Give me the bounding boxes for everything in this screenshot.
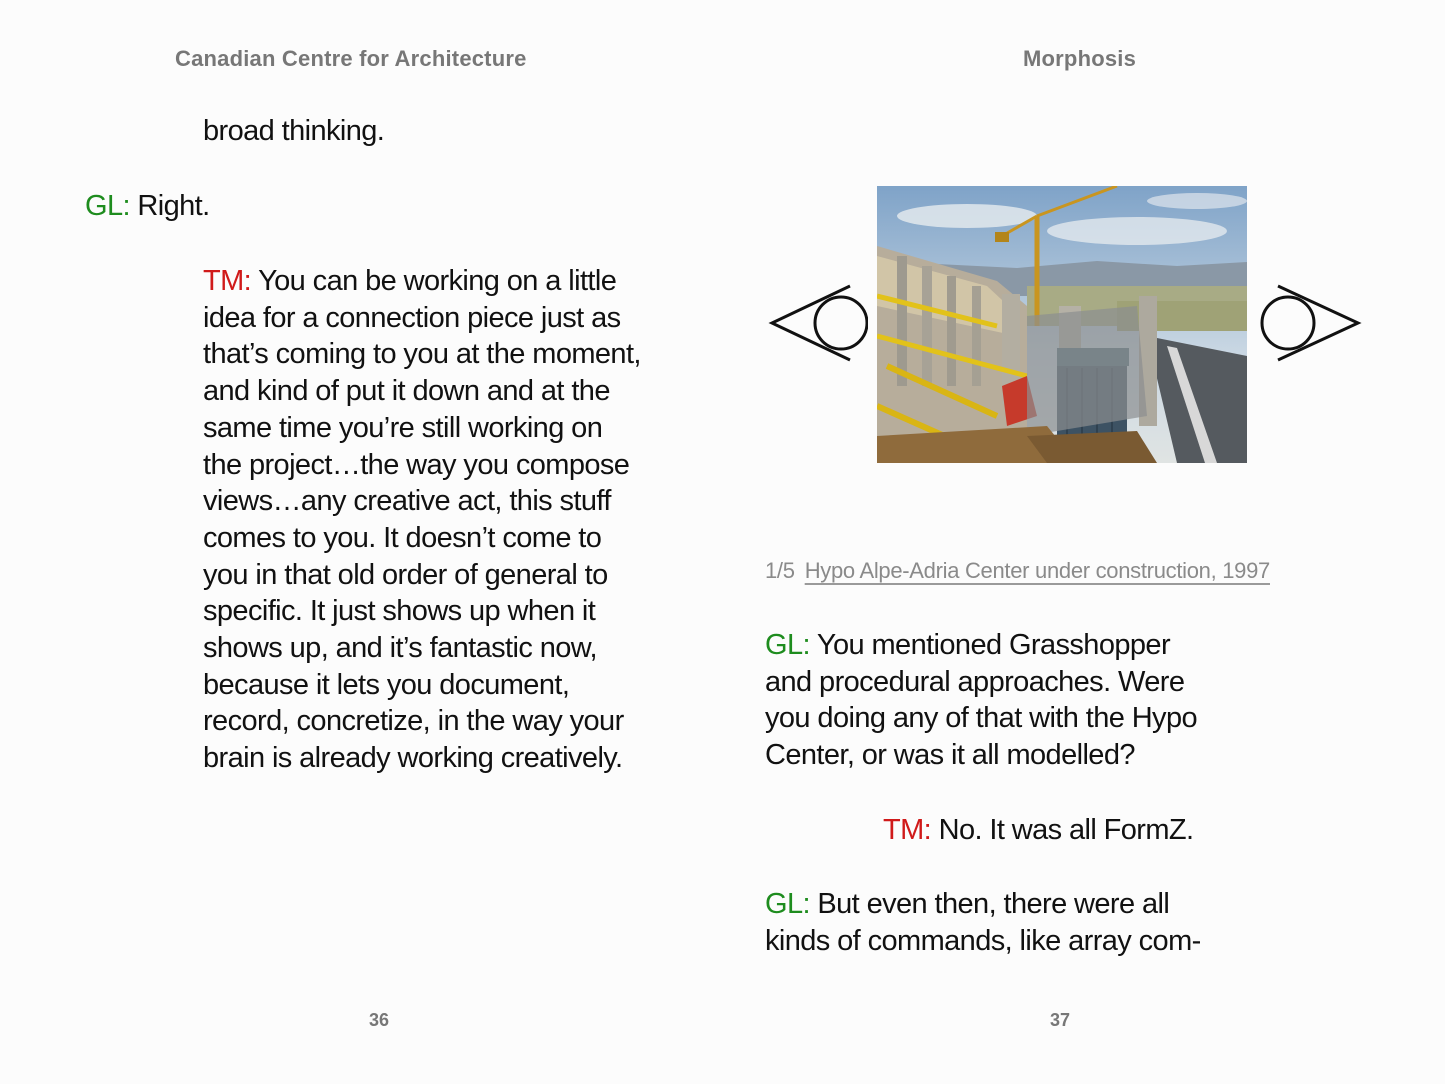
gl-line: kinds of commands, like array com-: [765, 924, 1201, 957]
gl-line: But even then, there were all: [809, 888, 1170, 920]
tm-speaker-label: TM:: [883, 814, 932, 846]
gl-line: Center, or was it all modelled?: [765, 739, 1135, 772]
tm-line: brain is already working creatively.: [203, 742, 623, 775]
running-head-right: Morphosis: [1023, 46, 1137, 71]
tm-line: the project…the way you compose: [203, 448, 630, 481]
tm-line: record, concretize, in the way your: [203, 705, 624, 738]
tm-line: specific. It just shows up when it: [203, 595, 596, 628]
eye-arrow-left-icon: [768, 282, 868, 364]
construction-photo-image: [877, 186, 1247, 463]
gl-speaker-label: GL:: [765, 629, 810, 661]
figure-caption: [765, 558, 1270, 584]
gl-speaker-label: GL:: [765, 888, 810, 920]
tm-speaker-label: TM:: [203, 265, 252, 297]
previous-image-button[interactable]: [768, 282, 868, 364]
eye-arrow-right-icon: [1258, 282, 1362, 364]
gl-paragraph-grasshopper: [765, 627, 1197, 774]
left-page: [0, 0, 722, 1084]
gl-paragraph-commands: [765, 886, 1201, 959]
tm-paragraph-formz: [883, 812, 1193, 849]
running-head-left: Canadian Centre for Architecture: [175, 46, 527, 71]
gl-speaker-label: GL:: [85, 190, 130, 222]
continuation-paragraph: [203, 113, 384, 150]
figure-counter: 1/5: [765, 558, 795, 583]
figure-caption-link[interactable]: Hypo Alpe-Adria Center under construction, 1997: [804, 558, 1270, 583]
tm-line: that’s coming to you at the moment,: [203, 338, 641, 371]
gl-paragraph-right: [85, 188, 210, 225]
tm-line: same time you’re still working on: [203, 411, 603, 444]
tm-line: idea for a connection piece just as: [203, 301, 621, 334]
tm-line: you in that old order of general to: [203, 558, 608, 591]
tm-text: No. It was all FormZ.: [931, 814, 1194, 846]
gl-line: and procedural approaches. Were: [765, 665, 1185, 698]
page-number-left: 36: [369, 1010, 390, 1030]
gl-line: You mentioned Grasshopper: [809, 629, 1171, 661]
next-image-button[interactable]: [1258, 282, 1362, 364]
tm-line: views…any creative act, this stuff: [203, 485, 611, 518]
tm-line: shows up, and it’s fantastic now,: [203, 632, 597, 665]
tm-line: because it lets you document,: [203, 668, 570, 701]
gl-text: Right.: [129, 190, 210, 222]
tm-line: and kind of put it down and at the: [203, 375, 610, 408]
right-page: [722, 0, 1445, 1084]
gl-line: you doing any of that with the Hypo: [765, 702, 1198, 735]
tm-paragraph: [203, 263, 641, 777]
page-number-right: 37: [1050, 1010, 1071, 1030]
construction-photo[interactable]: [877, 186, 1247, 463]
continuation-text: broad thinking.: [203, 115, 385, 147]
tm-line: comes to you. It doesn’t come to: [203, 521, 602, 554]
tm-line: You can be working on a little: [251, 265, 617, 297]
